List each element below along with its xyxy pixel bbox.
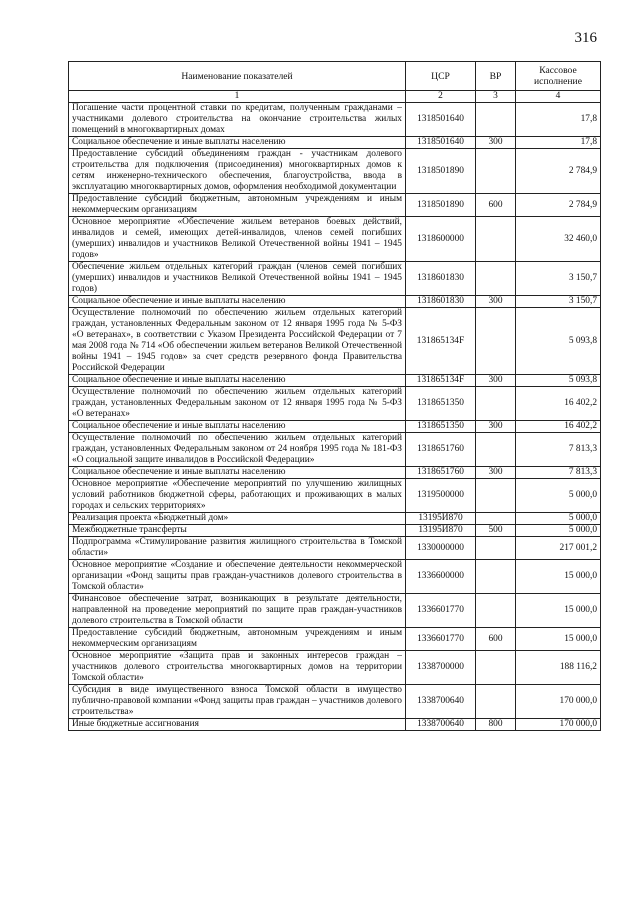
page-number: 316 bbox=[574, 30, 597, 46]
row-csr: 1318651760 bbox=[406, 433, 476, 467]
row-name: Осуществление полномочий по обеспечению жильем отдельных категорий граждан, установленных Федеральным законом от 12 января 1995 года № 5-ФЗ «О ветеранах», в соответствии с Указом Президента Российской Федерации от 7 мая 2008 года № 714 «Об обеспечении жильем ветеранов Великой Отечественной войны 1941 – 1945 годов» за счет средств резервного фонда Правительства Российской Федерации bbox=[69, 308, 406, 375]
table-row bbox=[69, 594, 601, 628]
row-name: Подпрограмма «Стимулирование развития жилищного строительства в Томской области» bbox=[69, 537, 406, 560]
row-csr: 1318651350 bbox=[406, 421, 476, 433]
row-name: Социальное обеспечение и иные выплаты населению bbox=[69, 467, 406, 479]
row-vr: 300 bbox=[476, 421, 516, 433]
table-row bbox=[69, 433, 601, 467]
row-csr: 1318600000 bbox=[406, 217, 476, 262]
header-sum: Кассовое исполнение bbox=[516, 62, 601, 91]
table-row bbox=[69, 103, 601, 137]
table-row bbox=[69, 537, 601, 560]
row-name: Осуществление полномочий по обеспечению жильем отдельных категорий граждан, установленных Федеральным законом от 12 января 1995 года № 5-ФЗ «О ветеранах» bbox=[69, 387, 406, 421]
row-sum: 7 813,3 bbox=[516, 467, 601, 479]
row-name: Предоставление субсидий бюджетным, автономным учреждениям и иным некоммерческим организациям bbox=[69, 628, 406, 651]
table-row bbox=[69, 296, 601, 308]
row-sum: 5 093,8 bbox=[516, 375, 601, 387]
row-name: Субсидия в виде имущественного взноса Томской области в имущество публично-правовой компании «Фонд защиты прав граждан – участников долевого строительства» bbox=[69, 685, 406, 719]
row-sum: 2 784,9 bbox=[516, 149, 601, 194]
row-csr: 1318501640 bbox=[406, 103, 476, 137]
row-sum: 188 116,2 bbox=[516, 651, 601, 685]
table-row bbox=[69, 467, 601, 479]
table-row bbox=[69, 308, 601, 375]
row-csr: 1318501890 bbox=[406, 194, 476, 217]
row-sum: 15 000,0 bbox=[516, 560, 601, 594]
row-sum: 32 460,0 bbox=[516, 217, 601, 262]
header-name: Наименование показателей bbox=[69, 62, 406, 91]
row-csr: 1330000000 bbox=[406, 537, 476, 560]
row-vr bbox=[476, 685, 516, 719]
row-sum: 16 402,2 bbox=[516, 421, 601, 433]
table-row bbox=[69, 513, 601, 525]
table-row bbox=[69, 560, 601, 594]
row-vr: 600 bbox=[476, 628, 516, 651]
table-row bbox=[69, 375, 601, 387]
table-row bbox=[69, 387, 601, 421]
row-csr: 1338700640 bbox=[406, 719, 476, 731]
row-vr bbox=[476, 149, 516, 194]
row-name: Иные бюджетные ассигнования bbox=[69, 719, 406, 731]
row-vr: 300 bbox=[476, 296, 516, 308]
row-csr: 1318651760 bbox=[406, 467, 476, 479]
table-row bbox=[69, 262, 601, 296]
table-row bbox=[69, 149, 601, 194]
row-vr bbox=[476, 262, 516, 296]
row-csr: 1336601770 bbox=[406, 628, 476, 651]
row-csr: 131865134F bbox=[406, 375, 476, 387]
table-row bbox=[69, 525, 601, 537]
row-vr bbox=[476, 651, 516, 685]
column-number: 3 bbox=[476, 91, 516, 103]
row-name: Реализация проекта «Бюджетный дом» bbox=[69, 513, 406, 525]
row-sum: 5 093,8 bbox=[516, 308, 601, 375]
row-sum: 15 000,0 bbox=[516, 628, 601, 651]
row-name: Социальное обеспечение и иные выплаты населению bbox=[69, 137, 406, 149]
row-name: Основное мероприятие «Защита прав и законных интересов граждан – участников долевого строительства многоквартирных домов на территории Томской области» bbox=[69, 651, 406, 685]
column-number: 4 bbox=[516, 91, 601, 103]
table-row bbox=[69, 628, 601, 651]
row-sum: 7 813,3 bbox=[516, 433, 601, 467]
row-vr bbox=[476, 217, 516, 262]
row-sum: 2 784,9 bbox=[516, 194, 601, 217]
budget-table bbox=[68, 61, 601, 731]
row-vr bbox=[476, 537, 516, 560]
row-sum: 17,8 bbox=[516, 137, 601, 149]
row-csr: 13195И870 bbox=[406, 513, 476, 525]
row-vr bbox=[476, 594, 516, 628]
table-row bbox=[69, 479, 601, 513]
row-csr: 1336600000 bbox=[406, 560, 476, 594]
row-csr: 13195И870 bbox=[406, 525, 476, 537]
row-vr: 500 bbox=[476, 525, 516, 537]
column-number: 2 bbox=[406, 91, 476, 103]
row-sum: 15 000,0 bbox=[516, 594, 601, 628]
row-vr bbox=[476, 387, 516, 421]
row-vr: 300 bbox=[476, 375, 516, 387]
column-number: 1 bbox=[69, 91, 406, 103]
row-vr bbox=[476, 308, 516, 375]
row-vr bbox=[476, 103, 516, 137]
row-sum: 5 000,0 bbox=[516, 479, 601, 513]
row-sum: 16 402,2 bbox=[516, 387, 601, 421]
row-sum: 5 000,0 bbox=[516, 513, 601, 525]
row-name: Основное мероприятие «Обеспечение жильем ветеранов боевых действий, инвалидов и семей, имеющих детей-инвалидов, членов семей погибших (умерших) инвалидов и участников Великой Отечественной войны 1941 – 1945 годов» bbox=[69, 217, 406, 262]
row-name: Погашение части процентной ставки по кредитам, полученным гражданами – участниками долевого строительства на окончание строительства жилых помещений в многоквартирных домах bbox=[69, 103, 406, 137]
row-name: Основное мероприятие «Создание и обеспечение деятельности некоммерческой организации «Фонд защиты прав граждан-участников долевого строительства в Томской области» bbox=[69, 560, 406, 594]
row-name: Социальное обеспечение и иные выплаты населению bbox=[69, 296, 406, 308]
table-body bbox=[69, 103, 601, 731]
row-csr: 1318501640 bbox=[406, 137, 476, 149]
row-vr bbox=[476, 479, 516, 513]
row-csr: 1319500000 bbox=[406, 479, 476, 513]
row-vr: 300 bbox=[476, 467, 516, 479]
row-name: Осуществление полномочий по обеспечению жильем отдельных категорий граждан, установленных Федеральным законом от 24 ноября 1995 года № 181-ФЗ «О социальной защите инвалидов в Российской Федерации» bbox=[69, 433, 406, 467]
row-csr: 131865134F bbox=[406, 308, 476, 375]
table-row bbox=[69, 194, 601, 217]
row-csr: 1318501890 bbox=[406, 149, 476, 194]
row-sum: 170 000,0 bbox=[516, 685, 601, 719]
row-name: Обеспечение жильем отдельных категорий граждан (членов семей погибших (умерших) инвалидов и участников Великой Отечественной войны 1941 – 1945 годов) bbox=[69, 262, 406, 296]
row-name: Социальное обеспечение и иные выплаты населению bbox=[69, 421, 406, 433]
row-name: Предоставление субсидий объединениям граждан - участникам долевого строительства для подключения (присоединения) многоквартирных домов к сетям инженерно-технического обеспечения, благоустройства, ввода в эксплуатацию многоквартирных домов, оформления необходимой документации bbox=[69, 149, 406, 194]
row-name: Основное мероприятие «Обеспечение мероприятий по улучшению жилищных условий работников бюджетной сферы, работающих и проживающих в малых городах и сельских территориях» bbox=[69, 479, 406, 513]
column-number-row bbox=[69, 91, 601, 103]
row-csr: 1318601830 bbox=[406, 262, 476, 296]
row-sum: 17,8 bbox=[516, 103, 601, 137]
row-sum: 3 150,7 bbox=[516, 262, 601, 296]
row-vr bbox=[476, 513, 516, 525]
table-header-row bbox=[69, 62, 601, 91]
row-name: Социальное обеспечение и иные выплаты населению bbox=[69, 375, 406, 387]
row-csr: 1338700640 bbox=[406, 685, 476, 719]
row-vr: 300 bbox=[476, 137, 516, 149]
row-vr bbox=[476, 433, 516, 467]
row-csr: 1336601770 bbox=[406, 594, 476, 628]
header-vr: ВР bbox=[476, 62, 516, 91]
row-csr: 1338700000 bbox=[406, 651, 476, 685]
row-vr: 800 bbox=[476, 719, 516, 731]
table-row bbox=[69, 421, 601, 433]
row-sum: 3 150,7 bbox=[516, 296, 601, 308]
row-csr: 1318651350 bbox=[406, 387, 476, 421]
row-vr bbox=[476, 560, 516, 594]
row-sum: 217 001,2 bbox=[516, 537, 601, 560]
table-row bbox=[69, 217, 601, 262]
row-vr: 600 bbox=[476, 194, 516, 217]
row-name: Финансовое обеспечение затрат, возникающих в результате деятельности, направленной на проведение мероприятий по защите прав граждан-участников долевого строительства в Томской области bbox=[69, 594, 406, 628]
table-row bbox=[69, 719, 601, 731]
header-csr: ЦСР bbox=[406, 62, 476, 91]
row-name: Предоставление субсидий бюджетным, автономным учреждениям и иным некоммерческим организациям bbox=[69, 194, 406, 217]
table-row bbox=[69, 685, 601, 719]
table-row bbox=[69, 651, 601, 685]
table-row bbox=[69, 137, 601, 149]
row-csr: 1318601830 bbox=[406, 296, 476, 308]
row-sum: 170 000,0 bbox=[516, 719, 601, 731]
row-name: Межбюджетные трансферты bbox=[69, 525, 406, 537]
row-sum: 5 000,0 bbox=[516, 525, 601, 537]
